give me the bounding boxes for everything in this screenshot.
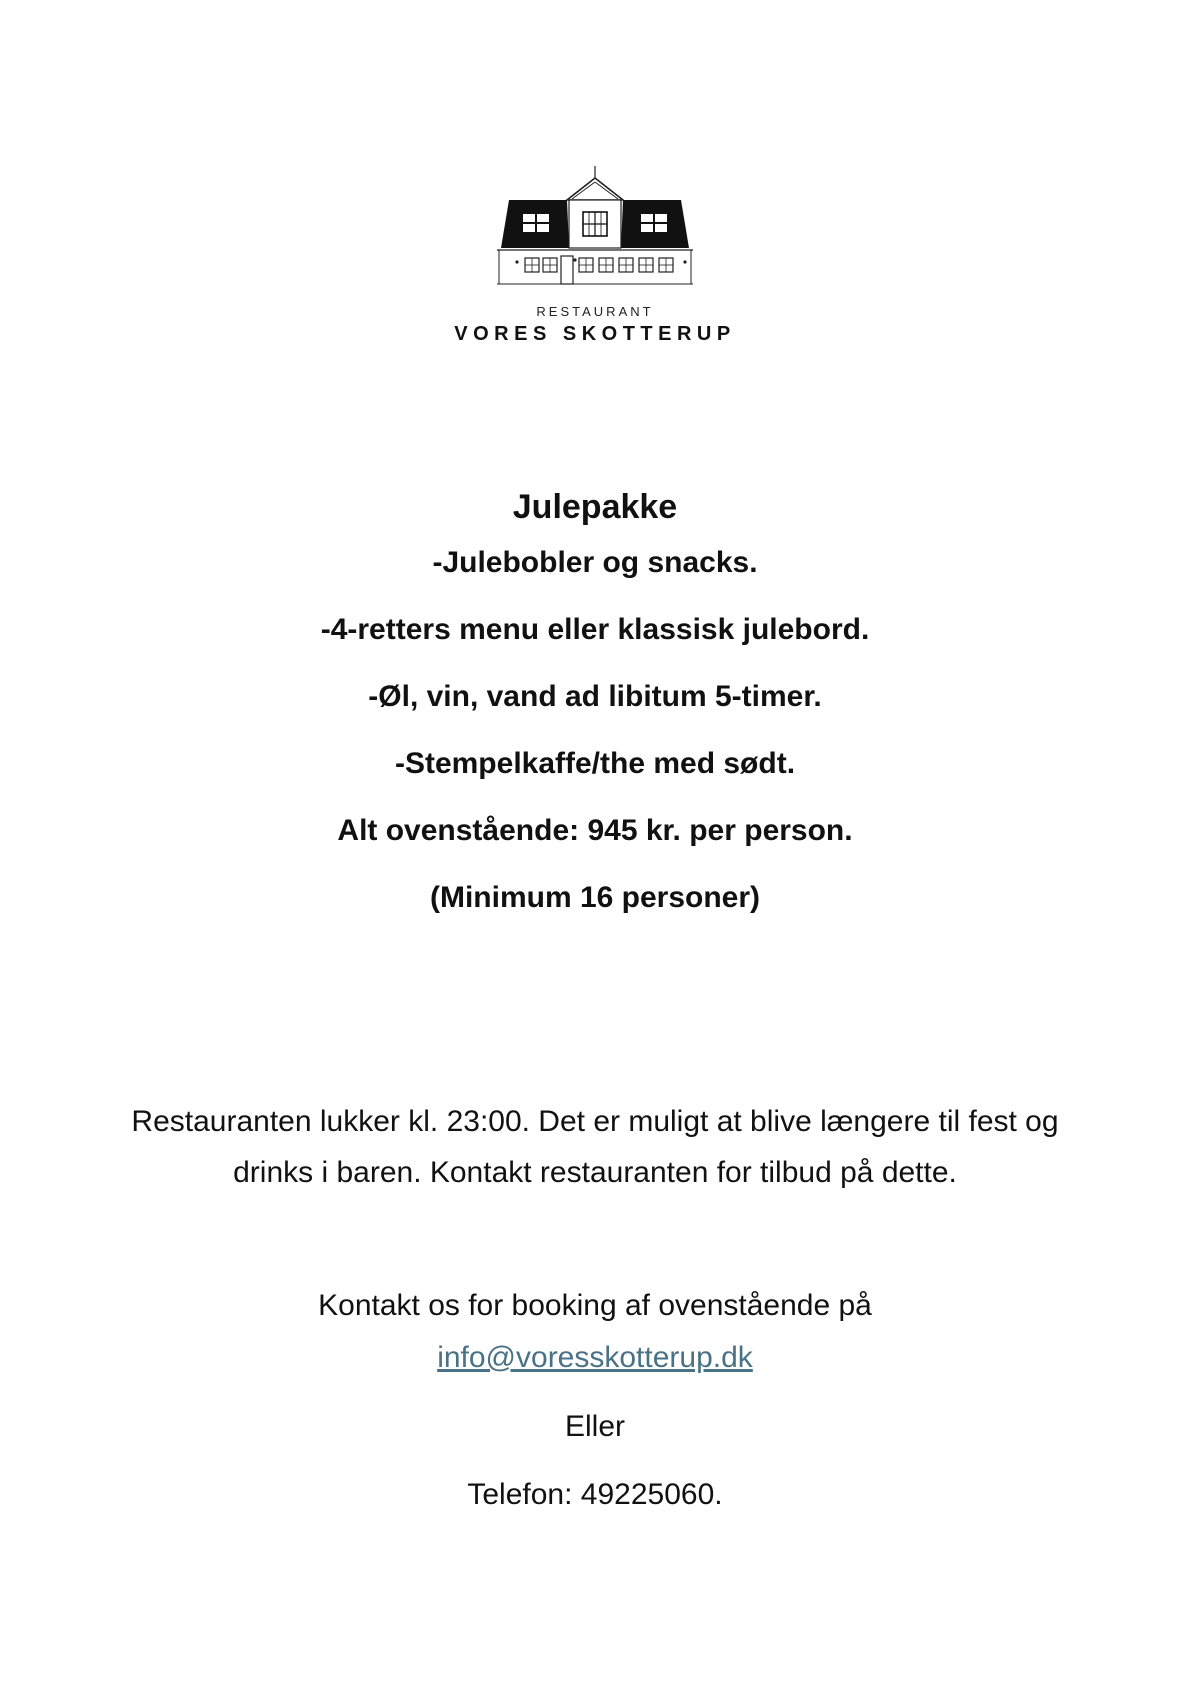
restaurant-building-logo-icon — [495, 166, 695, 290]
package-item: -Øl, vin, vand ad libitum 5-timer. — [368, 680, 822, 713]
contact-section — [0, 1280, 1190, 1516]
contact-or: Eller — [564, 1410, 625, 1443]
package-section — [0, 484, 1190, 944]
closing-notice: Restauranten lukker kl. 23:00. Det er muligt at blive længere til fest og drinks i baren. Kontakt restauranten for tilbud på dette. — [131, 1105, 1059, 1189]
package-item: -Stempelkaffe/the med sødt. — [394, 747, 796, 780]
logo-name: VORES SKOTTERUP — [454, 323, 736, 345]
logo-subtitle: RESTAURANT — [536, 304, 654, 319]
restaurant-logo — [0, 166, 1190, 346]
email-link[interactable]: info@voresskotterup.dk — [437, 1341, 753, 1374]
contact-intro: Kontakt os for booking af ovenstående på — [318, 1289, 872, 1322]
package-minimum: (Minimum 16 personer) — [429, 881, 761, 914]
contact-phone: Telefon: 49225060. — [467, 1478, 723, 1511]
package-price: Alt ovenstående: 945 kr. per person. — [337, 814, 853, 847]
package-item: -Julebobler og snacks. — [432, 546, 758, 579]
package-title: Julepakke — [512, 488, 678, 526]
package-item: -4-retters menu eller klassisk julebord. — [320, 613, 870, 646]
